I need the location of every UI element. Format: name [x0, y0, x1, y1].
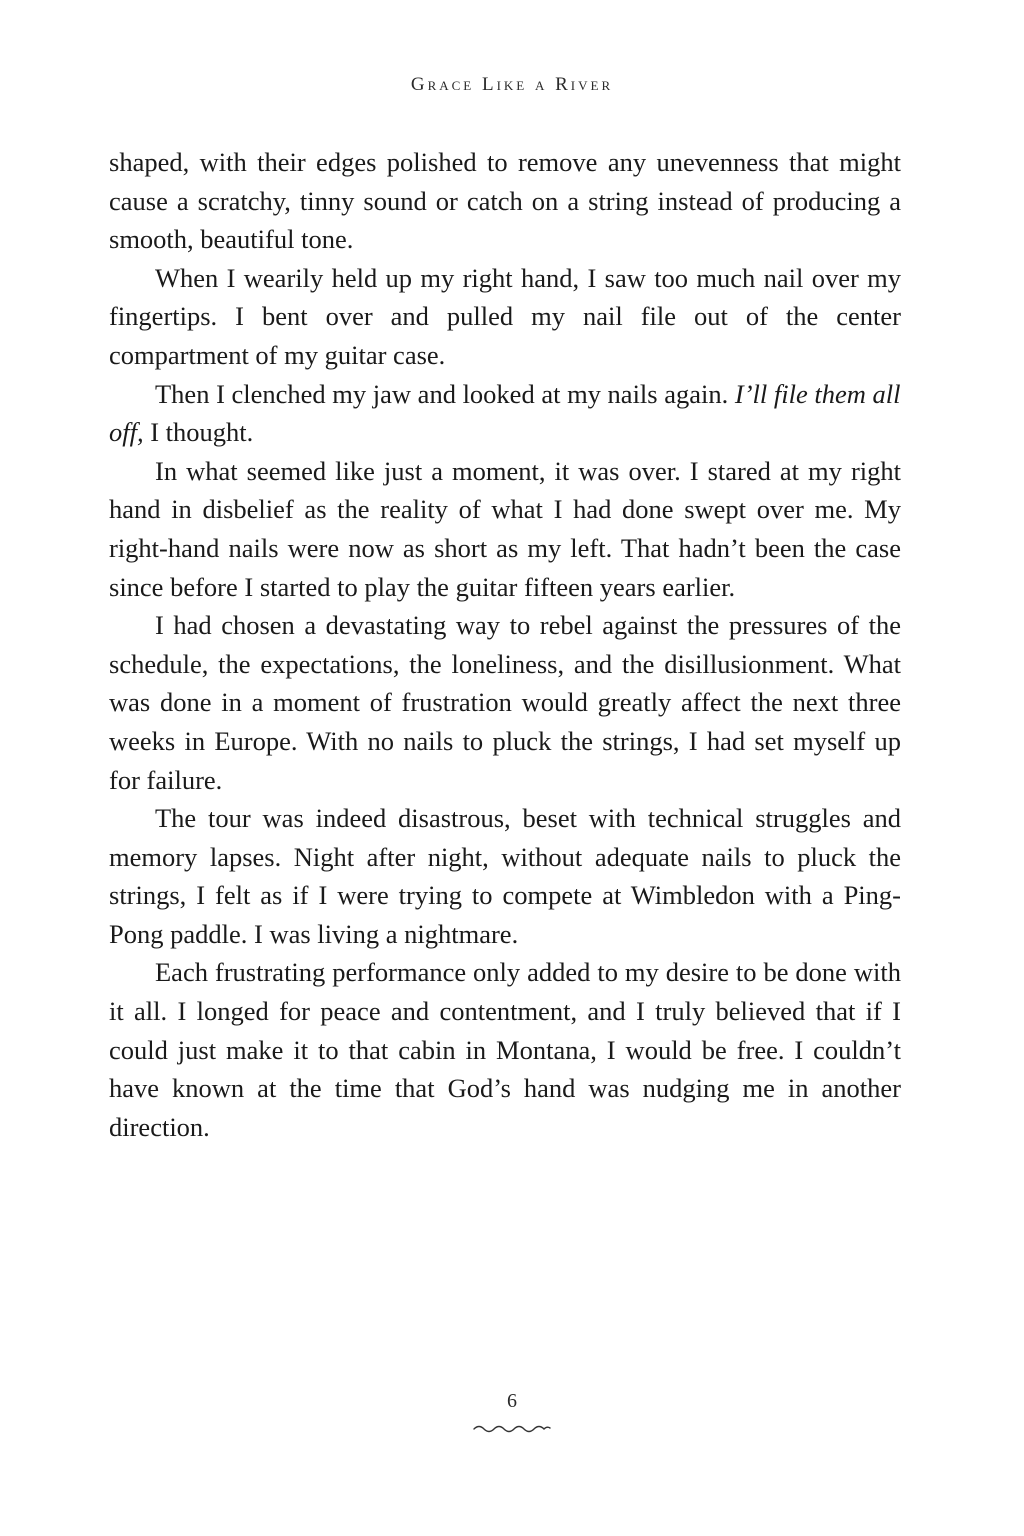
- text-run: In what seemed like just a moment, it was over. I stared at my right hand in disbelief as the reality of what I had done swept over me. My right-hand nails were now as short as my left. That hadn’t been the case since before I started to play the guitar fifteen years earlier.: [109, 455, 901, 602]
- body-paragraph: [109, 799, 901, 953]
- body-paragraph: [109, 375, 901, 452]
- text-run: Then I clenched my jaw and looked at my nails again.: [155, 378, 735, 409]
- body-paragraph: [109, 259, 901, 375]
- wave-ornament-svg: [472, 1421, 552, 1435]
- text-run: I had chosen a devastating way to rebel against the pressures of the schedule, the expectations, the loneliness, and the disillusionment. What was done in a moment of frustration would greatly affect the next three weeks in Europe. With no nails to pluck the strings, I had set myself up for failure.: [109, 610, 901, 795]
- body-paragraph: [109, 143, 901, 259]
- text-run: shaped, with their edges polished to remove any unevenness that might cause a scratchy, tinny sound or catch on a string instead of producing a smooth, beautiful tone.: [109, 147, 901, 255]
- text-run: The tour was indeed disastrous, beset with technical struggles and memory lapses. Night after night, without adequate nails to pluck the strings, I felt as if I were trying to compete at Wimbledon with a Ping-Pong paddle. I was living a nightmare.: [109, 803, 901, 949]
- text-run: I thought.: [143, 417, 254, 448]
- page-number: 6: [507, 1390, 517, 1412]
- text-run: When I wearily held up my right hand, I saw too much nail over my fingertips. I bent over and pulled my nail file out of the center compartment of my guitar case.: [109, 262, 901, 370]
- text-run: Each frustrating performance only added to my desire to be done with it all. I longed for peace and contentment, and I truly believed that if I could just make it to that cabin in Montana, I would be free. I couldn’t have known at the time that God’s hand was nudging me in another direction.: [109, 957, 901, 1142]
- body-paragraph: [109, 606, 901, 799]
- italic-phrase: I’ll file them all off,: [109, 378, 901, 448]
- running-head: Grace Like a River: [410, 74, 614, 95]
- body-text: [109, 143, 901, 1146]
- body-paragraph: [109, 452, 901, 606]
- wave-ornament-icon: [472, 1421, 552, 1435]
- body-paragraph: [109, 953, 901, 1146]
